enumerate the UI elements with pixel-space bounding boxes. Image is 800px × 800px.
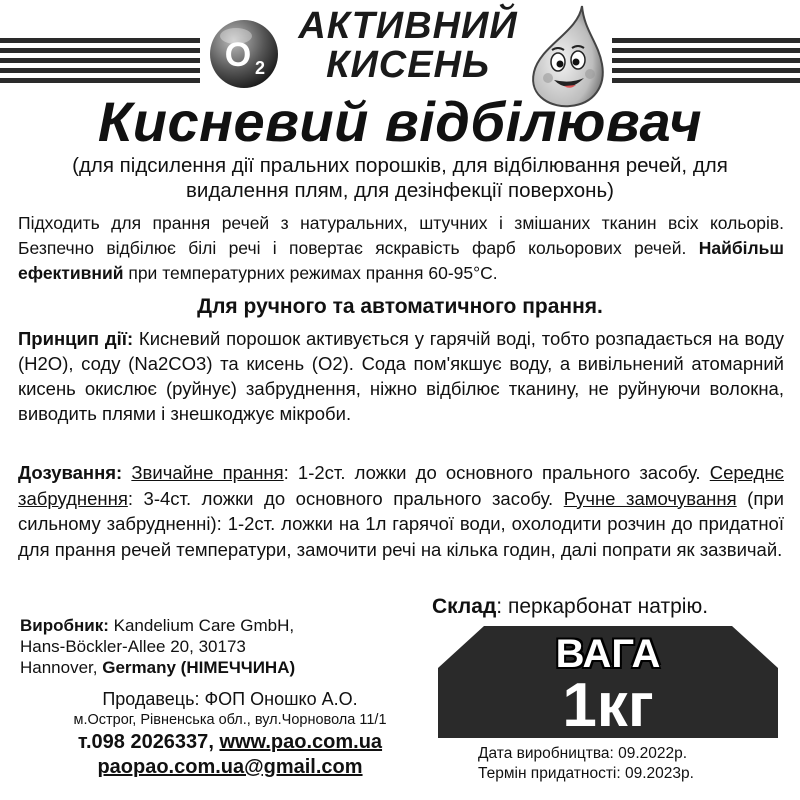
principle-label: Принцип дії: [18,328,134,349]
manufacturer-label: Виробник: [20,616,109,635]
brand-name [288,6,528,84]
product-purpose: (для підсилення дії пральних порошків, для відбілювання речей, для видалення плям, для дезінфекції поверхонь) [72,154,728,202]
manufacturer-city: Hannover, [20,658,103,677]
dosage-normal-text: : 1-2ст. ложки до основного прального засобу. [283,462,710,483]
composition-label: Склад [432,595,497,618]
dates-info [478,744,778,784]
seller-email-link[interactable]: paopao.com.ua@gmail.com [97,756,363,778]
seller-phone: т.098 2026337 [77,731,209,753]
principle-paragraph [18,326,784,426]
o2-symbol: O [224,36,252,74]
manufacturer-country: Germany (НІМЕЧЧИНА) [102,658,296,677]
dosage-soak-label: Ручне замочування [563,487,737,509]
usage-heading: Для ручного та автоматичного прання. [197,295,603,318]
dosage-label: Дозування: [18,462,123,483]
principle-text: Кисневий порошок активується у гарячій воді, тобто розпадається на воду (Н2О), соду (Na2CO3) та кисень (О2). Сода пом'якшує воду, а вивільнений атомарний кисень окислює (руйнує) забруднення, ніжно відбілює тканину, не руйнуючи волокна, виводить плями і знешкоджує мікроби. [18,328,785,424]
manufacturer-name: Kandelium Care GmbH, [108,616,295,635]
dosage-soak-text: (при сильному забрудненні): 1-2ст. ложки на 1л гарячої води, охолодити розчин до придатної для прання речей температури, замочити речі на кілька годин, далі попрати як зазвичай. [18,487,784,560]
intro-paragraph [18,211,784,286]
expiry-date: Термін придатності: 09.2023р. [478,765,694,782]
brand-line-1: АКТИВНИЙ [298,5,518,47]
dosage-normal-label: Звичайне прання [131,462,284,483]
seller-separator: , [208,731,220,753]
o2-logo-icon [208,18,280,90]
brand-line-2: КИСЕНЬ [326,44,490,86]
decorative-stripes-left [0,38,200,85]
dosage-medium-label: Середнє забруднення [18,462,784,509]
intro-bold: Найбільш ефективний [18,238,784,283]
manufacturer-info [20,615,440,678]
seller-address: м.Острог, Рівненська обл., вул.Чорновола 11/1 [73,712,387,728]
o2-subscript: 2 [254,58,266,78]
decorative-stripes-right [612,38,800,85]
dosage-medium-text: : 3-4ст. ложки до основного прального засобу. [127,487,564,509]
intro-text-2: при температурних режимах прання 60-95°С. [123,263,498,283]
weight-label: ВАГА [555,632,661,676]
manufacturer-address: Hans-Böckler-Allee 20, 30173 [20,637,246,656]
product-title: Кисневий відбілювач [97,90,703,153]
weight-value: 1кг [562,671,654,740]
seller-name: Продавець: ФОП Оношко А.О. [102,689,358,709]
seller-info [20,688,440,780]
composition [432,594,792,620]
dosage-paragraph [18,460,784,562]
composition-text: : перкарбонат натрію. [496,595,709,618]
intro-text-1: Підходить для прання речей з натуральних, штучних і змішаних тканин всіх кольорів. Безпечно відбілює білі речі і повертає яскравість фарб кольорових речей. [18,213,784,258]
production-date: Дата виробництва: 09.2022р. [478,745,688,762]
seller-website-link[interactable]: www.pao.com.ua [219,731,383,753]
